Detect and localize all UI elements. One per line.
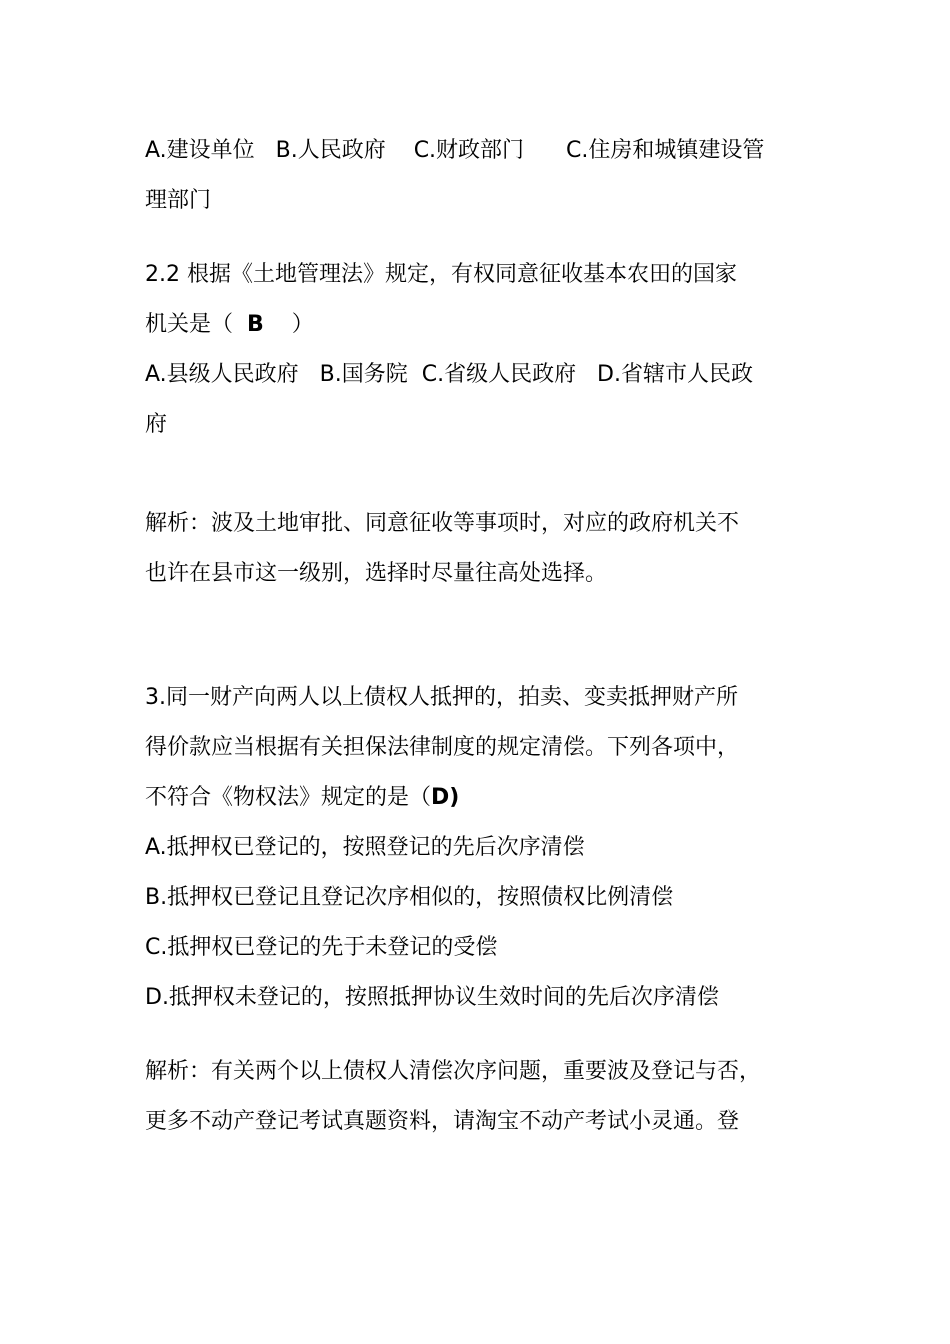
q3-option-b: B.抵押权已登记且登记次序相似的，按照债权比例清偿 (145, 885, 674, 910)
q1-options-line-2: 理部门 (145, 188, 212, 213)
q3-analysis-line-2: 更多不动产登记考试真题资料，请淘宝不动产考试小灵通。登 (145, 1109, 740, 1134)
q2-options-line-2: 府 (145, 412, 168, 437)
q2-question-prefix: 机关是（ (145, 312, 247, 337)
q3-option-a: A.抵押权已登记的，按照登记的先后次序清偿 (145, 835, 585, 860)
q1-options-line-1: A.建设单位 B.人民政府 C.财政部门 C.住房和城镇建设管 (145, 138, 765, 163)
q3-question-line-3 (145, 783, 459, 813)
q3-answer: D) (431, 785, 460, 810)
q3-option-d: D.抵押权未登记的，按照抵押协议生效时间的先后次序清偿 (145, 985, 719, 1010)
q3-question-line-2: 得价款应当根据有关担保法律制度的规定清偿。下列各项中， (145, 735, 740, 760)
q2-analysis-line-2: 也许在县市这一级别，选择时尽量往高处选择。 (145, 561, 608, 586)
q3-analysis-line-1: 解析：有关两个以上债权人清偿次序问题，重要波及登记与否， (145, 1059, 762, 1084)
q2-analysis-line-1: 解析：波及土地审批、同意征收等事项时，对应的政府机关不 (145, 511, 740, 536)
q3-option-c: C.抵押权已登记的先于未登记的受偿 (145, 935, 498, 960)
q3-question-prefix: 不符合《物权法》规定的是（ (145, 785, 432, 810)
q3-question-line-1: 3.同一财产向两人以上债权人抵押的，拍卖、变卖抵押财产所 (145, 685, 738, 710)
q2-question-line-2 (145, 310, 314, 340)
q2-question-line-1: 2.2 根据《土地管理法》规定，有权同意征收基本农田的国家 (145, 262, 737, 287)
q2-options-line-1: A.县级人民政府 B.国务院 C.省级人民政府 D.省辖市人民政 (145, 362, 753, 387)
q2-answer: B (247, 312, 264, 337)
q2-question-suffix: ） (263, 312, 314, 337)
